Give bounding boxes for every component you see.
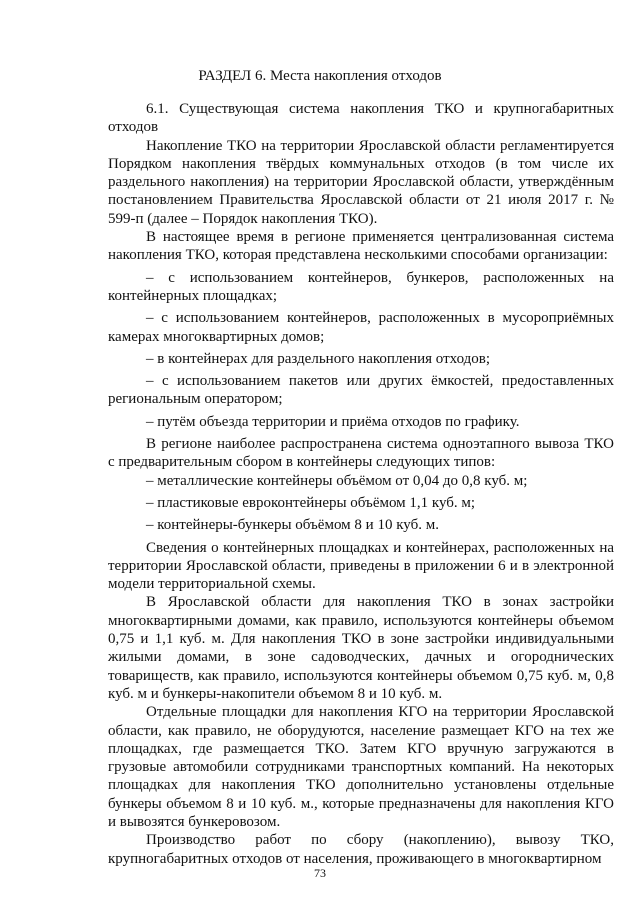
document-body xyxy=(108,100,614,868)
subsection-heading: 6.1. Существующая система накопления ТКО и крупногабаритных отходов xyxy=(108,101,614,136)
list-item: – с использованием контейнеров, расположенных в мусороприёмных камерах многоквартирных домов; xyxy=(108,310,614,345)
paragraph: Производство работ по сбору (накоплению), вывозу ТКО, крупногабаритных отходов от населения, проживающего в многоквартирном xyxy=(108,832,614,867)
paragraph: Накопление ТКО на территории Ярославской области регламентируется Порядком накопления твёрдых коммунальных отходов (в том числе их раздельного накопления) на территории Ярославской области, утверждённым постановлением Правительства Ярославской области от 21 июля 2017 г. № 599-п (далее – Порядок накопления ТКО). xyxy=(108,137,614,227)
list-item: – путём объезда территории и приёма отходов по графику. xyxy=(146,413,520,430)
paragraph: В настоящее время в регионе применяется централизованная система накопления ТКО, которая представлена несколькими способами организации: xyxy=(108,229,614,264)
paragraph: В Ярославской области для накопления ТКО в зонах застройки многоквартирными домами, как правило, используются контейнеры объемом 0,75 и 1,1 куб. м. Для накопления ТКО в зоне застройки индивидуальными жилыми домами, в зоне садоводческих, дачных и огороднических товариществ, как правило, используются контейнеры объемом 0,75 куб. м, 0,8 куб. м и бункеры-накопители объемом 8 и 10 куб. м. xyxy=(108,594,614,702)
list-item: – с использованием пакетов или других ёмкостей, предоставленных региональным оператором; xyxy=(108,373,614,408)
section-title: РАЗДЕЛ 6. Места накопления отходов xyxy=(198,68,442,84)
paragraph: Отдельные площадки для накопления КГО на территории Ярославской области, как правило, не оборудуются, население размещает КГО на тех же площадках, где размещается ТКО. Затем КГО вручную загружаются в грузовые автомобили сотрудниками транспортных компаний. На некоторых площадках для накопления ТКО дополнительно установлены отдельные бункеры объемом 8 и 10 куб. м., которые предназначены для накопления КГО и вывозятся бункеровозом. xyxy=(108,704,614,830)
page-number: 73 xyxy=(314,866,326,880)
paragraph: Сведения о контейнерных площадках и контейнерах, расположенных на территории Ярославской области, приведены в приложении 6 и в электронной модели территориальной схемы. xyxy=(108,539,614,593)
list-item: – металлические контейнеры объёмом от 0,04 до 0,8 куб. м; xyxy=(146,472,528,489)
list-item: – контейнеры-бункеры объёмом 8 и 10 куб. м. xyxy=(146,517,439,534)
list-item: – пластиковые евроконтейнеры объёмом 1,1 куб. м; xyxy=(146,494,476,511)
list-item: – в контейнерах для раздельного накопления отходов; xyxy=(146,350,491,367)
list-item: – с использованием контейнеров, бункеров, расположенных на контейнерных площадках; xyxy=(108,269,614,304)
paragraph: В регионе наиболее распространена система одноэтапного вывоза ТКО с предварительным сбором в контейнеры следующих типов: xyxy=(108,436,614,471)
